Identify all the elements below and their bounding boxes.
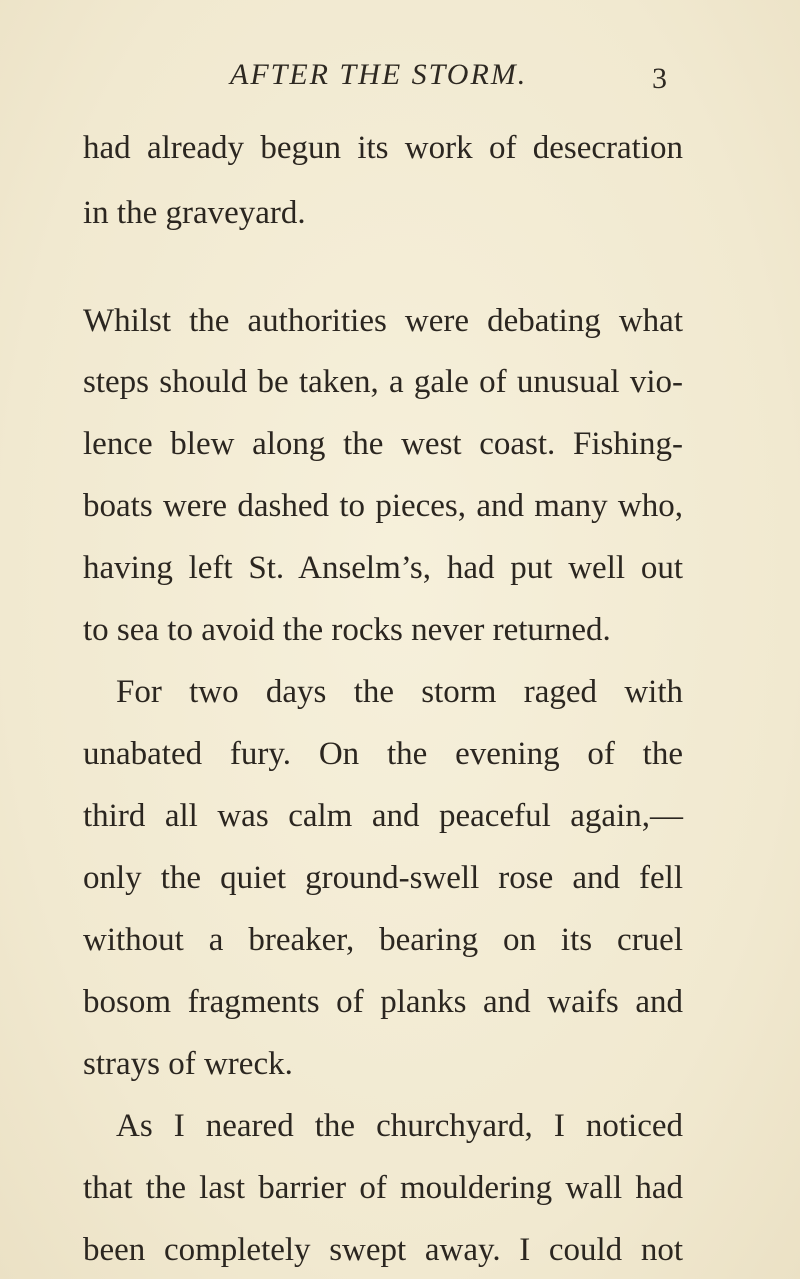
text-line: strays of wreck.	[83, 1046, 293, 1082]
text-line: to sea to avoid the rocks never returned.	[83, 612, 611, 648]
running-head-title: AFTER THE STORM.	[230, 58, 528, 91]
text-line: only the quiet ground-swell rose and fell	[83, 860, 683, 896]
text-line: For two days the storm raged with	[116, 674, 683, 710]
text-line: As I neared the churchyard, I noticed	[116, 1108, 683, 1144]
text-line: without a breaker, bearing on its cruel	[83, 922, 683, 958]
text-line: had already begun its work of desecration	[83, 130, 683, 166]
text-line: bosom fragments of planks and waifs and	[83, 984, 683, 1020]
text-line: boats were dashed to pieces, and many who,	[83, 488, 683, 524]
text-line: third all was calm and peaceful again,—	[83, 798, 683, 834]
page-number: 3	[652, 62, 667, 95]
text-line: lence blew along the west coast. Fishing-	[83, 426, 683, 462]
text-line: been completely swept away. I could not	[83, 1232, 683, 1268]
text-line: that the last barrier of mouldering wall had	[83, 1170, 683, 1206]
text-line: steps should be taken, a gale of unusual vio-	[83, 364, 683, 400]
text-line: having left St. Anselm’s, had put well out	[83, 550, 683, 586]
text-line: unabated fury. On the evening of the	[83, 736, 683, 772]
text-line: in the graveyard.	[83, 195, 306, 231]
text-line: Whilst the authorities were debating what	[83, 303, 683, 339]
